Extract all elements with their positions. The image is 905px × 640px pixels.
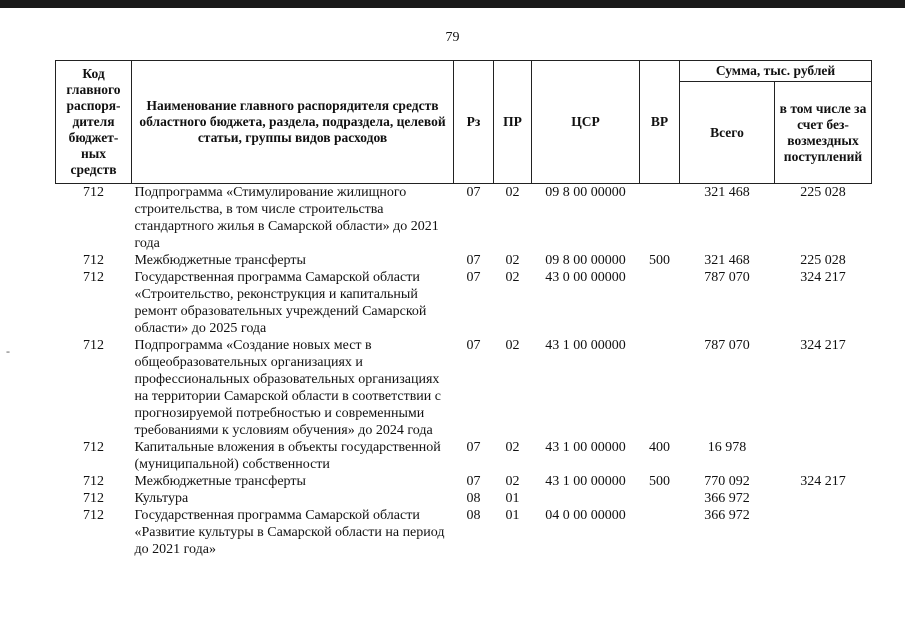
header-pr: ПР (494, 61, 532, 184)
table-row (56, 507, 872, 558)
cell-total: 787 070 (704, 338, 750, 353)
cell-incl (775, 439, 872, 473)
cell-csr: 09 8 00 00000 (545, 185, 626, 200)
cell-csr: 43 1 00 00000 (545, 440, 626, 455)
cell-code: 712 (83, 491, 104, 506)
cell-vr (640, 490, 680, 507)
table-row (56, 184, 872, 253)
cell-incl (775, 490, 872, 507)
cell-pr: 02 (505, 253, 520, 268)
cell-pr: 02 (505, 440, 520, 455)
cell-rz: 07 (466, 338, 481, 353)
cell-name: Межбюджетные трансферты (134, 253, 306, 268)
cell-csr: 04 0 00 00000 (545, 508, 626, 523)
header-sum: Сумма, тыс. рублей (680, 61, 872, 82)
cell-incl: 225 028 (800, 253, 846, 268)
header-total: Всего (680, 82, 775, 184)
cell-vr: 500 (649, 474, 670, 489)
cell-name: Государственная программа Самарской области «Развитие культуры в Самарской области на период до 2021 года» (134, 508, 445, 557)
cell-code: 712 (83, 508, 104, 523)
cell-total: 321 468 (704, 185, 750, 200)
cell-rz: 07 (466, 270, 481, 285)
header-vr: ВР (640, 61, 680, 184)
cell-vr (640, 184, 680, 253)
cell-rz: 08 (466, 491, 481, 506)
cell-pr: 02 (505, 338, 520, 353)
cell-code: 712 (83, 338, 104, 353)
scan-top-edge (0, 0, 905, 8)
cell-total: 366 972 (704, 508, 750, 523)
cell-pr: 01 (505, 491, 520, 506)
cell-name: Государственная программа Самарской области «Строительство, реконструкция и капитальный ремонт образовательных учреждений Самарской области» до 2025 года (134, 270, 427, 336)
margin-mark: - (6, 344, 10, 358)
table-body (56, 184, 872, 559)
cell-vr (640, 337, 680, 439)
cell-name: Межбюджетные трансферты (134, 474, 306, 489)
cell-vr: 400 (649, 440, 670, 455)
table-row (56, 252, 872, 269)
cell-rz: 08 (466, 508, 481, 523)
cell-incl: 225 028 (800, 185, 846, 200)
cell-total: 16 978 (707, 440, 747, 455)
budget-table (55, 60, 872, 558)
header-incl: в том числе за счет без-возмездных поступлений (775, 82, 872, 184)
cell-incl: 324 217 (800, 270, 846, 285)
cell-total: 366 972 (704, 491, 750, 506)
cell-vr: 500 (649, 253, 670, 268)
cell-total: 770 092 (704, 474, 750, 489)
cell-code: 712 (83, 270, 104, 285)
cell-csr: 43 1 00 00000 (545, 338, 626, 353)
cell-rz: 07 (466, 253, 481, 268)
cell-name: Подпрограмма «Стимулирование жилищного строительства, в том числе строительства стандартного жилья в Самарской области» до 2021 года (134, 185, 439, 251)
header-code: Код главного распоря-дителя бюджет-ных средств (56, 61, 132, 184)
cell-vr (640, 507, 680, 558)
cell-incl (775, 507, 872, 558)
table-row (56, 439, 872, 473)
table-row (56, 473, 872, 490)
cell-code: 712 (83, 474, 104, 489)
table-row (56, 269, 872, 337)
cell-code: 712 (83, 253, 104, 268)
header-name: Наименование главного распорядителя средств областного бюджета, раздела, подраздела, целевой статьи, группы видов расходов (132, 61, 454, 184)
cell-csr: 43 0 00 00000 (545, 270, 626, 285)
table-row (56, 490, 872, 507)
cell-name: Подпрограмма «Создание новых мест в общеобразовательных организациях и профессиональных образовательных организациях на территории Самарской области в соответствии с прогнозируемой потребностью и современными требованиями к условиям обучения» до 2024 года (134, 338, 442, 438)
cell-csr (532, 490, 640, 507)
cell-rz: 07 (466, 440, 481, 455)
cell-total: 787 070 (704, 270, 750, 285)
cell-total: 321 468 (704, 253, 750, 268)
cell-pr: 02 (505, 474, 520, 489)
cell-vr (640, 269, 680, 337)
page-number: 79 (445, 30, 460, 45)
cell-pr: 01 (505, 508, 520, 523)
cell-code: 712 (83, 440, 104, 455)
header-csr: ЦСР (532, 61, 640, 184)
header-rz: Рз (454, 61, 494, 184)
cell-rz: 07 (466, 185, 481, 200)
cell-csr: 43 1 00 00000 (545, 474, 626, 489)
cell-incl: 324 217 (800, 338, 846, 353)
cell-name: Капитальные вложения в объекты государственной (муниципальной) собственности (134, 440, 441, 472)
table-row (56, 337, 872, 439)
cell-csr: 09 8 00 00000 (545, 253, 626, 268)
cell-incl: 324 217 (800, 474, 846, 489)
cell-code: 712 (83, 185, 104, 200)
cell-rz: 07 (466, 474, 481, 489)
cell-pr: 02 (505, 270, 520, 285)
cell-name: Культура (134, 491, 189, 506)
cell-pr: 02 (505, 185, 520, 200)
